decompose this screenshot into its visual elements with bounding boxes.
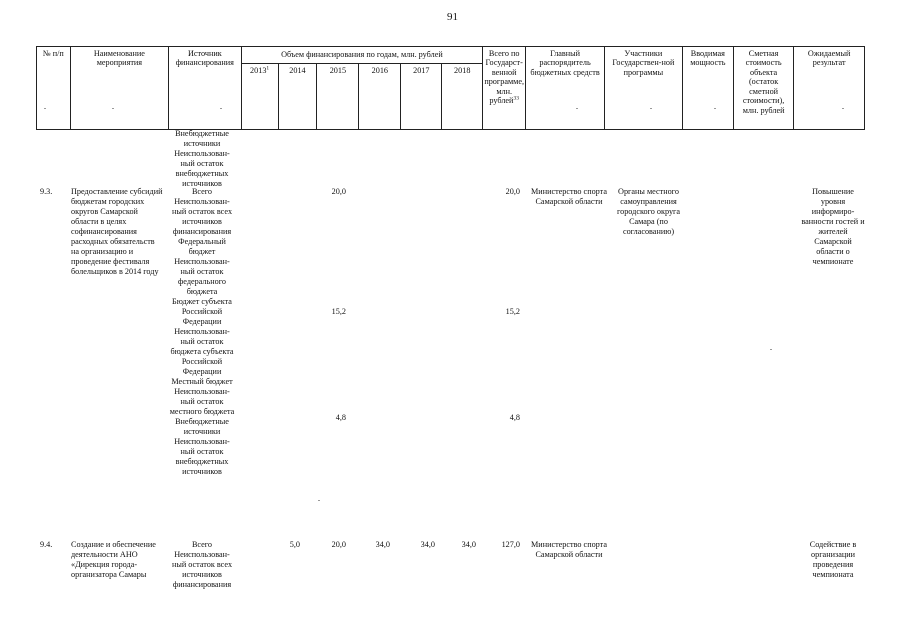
row-admin: Министерство спорта Самарской области xyxy=(531,540,607,559)
source-regional: Бюджет субъекта Российской Федерации xyxy=(172,297,232,326)
header-total xyxy=(483,47,526,130)
continuation-sources xyxy=(168,129,236,189)
value-total-2017: 34,0 xyxy=(461,540,476,549)
source-total: Всего xyxy=(191,540,213,549)
continuation-source-0: Внебюджетные источники xyxy=(175,129,229,148)
row-participants: Органы местного самоуправления городского округа Самара (по согласованию) xyxy=(616,187,681,236)
row-sources xyxy=(168,540,236,590)
header-capacity: Вводимая мощность xyxy=(682,47,733,130)
source-total: Всего xyxy=(191,187,213,196)
header-row-top xyxy=(37,47,865,64)
header-name: Наименование мероприятия xyxy=(70,47,168,130)
header-year-2013-sup: 1 xyxy=(266,65,270,72)
scan-speck xyxy=(714,108,716,109)
scan-speck xyxy=(576,108,578,109)
source-local: Местный бюджет xyxy=(171,377,233,386)
header-estimate: Сметная стоимость объекта (остаток сметной стоимости), млн. рублей xyxy=(733,47,793,130)
header-num: № п/п xyxy=(37,47,71,130)
scan-speck xyxy=(220,108,222,109)
header-source: Источник финансирования xyxy=(169,47,242,130)
header-year-2013-text: 2013 xyxy=(250,66,267,75)
header-total-sup: 33 xyxy=(513,95,519,102)
row-name: Предоставление субсидий бюджетам городских округов Самарской области в целях софинансирования расходных обязательств на организацию и проведение фестиваля болельщиков в 2014 году xyxy=(71,187,163,276)
source-federal: Федеральный бюджет xyxy=(178,237,226,256)
value-total-program: 127,0 xyxy=(501,540,520,549)
value-regional-program: 15,2 xyxy=(505,307,520,316)
header-total-text: Всего по Государст-венной программе, млн. рублей xyxy=(484,49,525,106)
source-unused-extrabudget: Неиспользован-ный остаток внебюджетных источников xyxy=(174,437,230,476)
scan-speck xyxy=(318,500,320,501)
scan-speck xyxy=(650,108,652,109)
row-result: Содействие в организации проведения чемпионата xyxy=(809,540,857,579)
row-admin: Министерство спорта Самарской области xyxy=(531,187,607,206)
source-unused-total: Неиспользован-ный остаток всех источников финансирования xyxy=(171,550,233,589)
header-admin: Главный распорядитель бюджетных средств xyxy=(526,47,605,130)
program-table xyxy=(36,46,865,130)
value-total-2016: 34,0 xyxy=(420,540,435,549)
header-funding: Объем финансирования по годам, млн. рублей xyxy=(241,47,483,64)
source-unused-federal: Неиспользован-ный остаток федерального бюджета xyxy=(174,257,230,296)
scan-speck xyxy=(842,108,844,109)
row-number: 9.3. xyxy=(40,187,53,196)
value-total-2013: 5,0 xyxy=(289,540,300,549)
row-number: 9.4. xyxy=(40,540,53,549)
source-unused-total: Неиспользован-ный остаток всех источников финансирования xyxy=(171,197,233,236)
header-year-2013 xyxy=(241,64,278,130)
value-total-2015: 34,0 xyxy=(375,540,390,549)
source-unused-local: Неиспользован-ный остаток местного бюджета xyxy=(169,387,235,416)
value-total-2014: 20,0 xyxy=(331,540,346,549)
header-participants: Участники Государствен-ной программы xyxy=(604,47,682,130)
continuation-source-1: Неиспользован-ный остаток внебюджетных источников xyxy=(174,149,230,188)
header-year-2016: 2016 xyxy=(359,64,401,130)
page-number: 91 xyxy=(447,11,458,23)
header-year-2015: 2015 xyxy=(317,64,359,130)
header-year-2017: 2017 xyxy=(401,64,442,130)
row-name: Создание и обеспечение деятельности АНО «Дирекция города-организатора Самары xyxy=(71,540,156,579)
header-result: Ожидаемый результат xyxy=(794,47,865,130)
scan-speck xyxy=(112,108,114,109)
value-local-2014: 4,8 xyxy=(335,413,346,422)
source-extrabudget: Внебюджетные источники xyxy=(175,417,229,436)
value-total-2014: 20,0 xyxy=(331,187,346,196)
scan-speck xyxy=(44,108,46,109)
row-sources xyxy=(168,187,236,477)
value-total-program: 20,0 xyxy=(505,187,520,196)
value-regional-2014: 15,2 xyxy=(331,307,346,316)
header-year-2014: 2014 xyxy=(278,64,317,130)
header-year-2018: 2018 xyxy=(442,64,483,130)
scan-speck xyxy=(770,349,772,350)
value-local-program: 4,8 xyxy=(509,413,520,422)
source-unused-regional: Неиспользован-ный остаток бюджета субъекта Российской Федерации xyxy=(170,327,234,376)
row-result: Повышение уровня информиро-ванности гостей и жителей Самарской области о чемпионате xyxy=(801,187,865,266)
